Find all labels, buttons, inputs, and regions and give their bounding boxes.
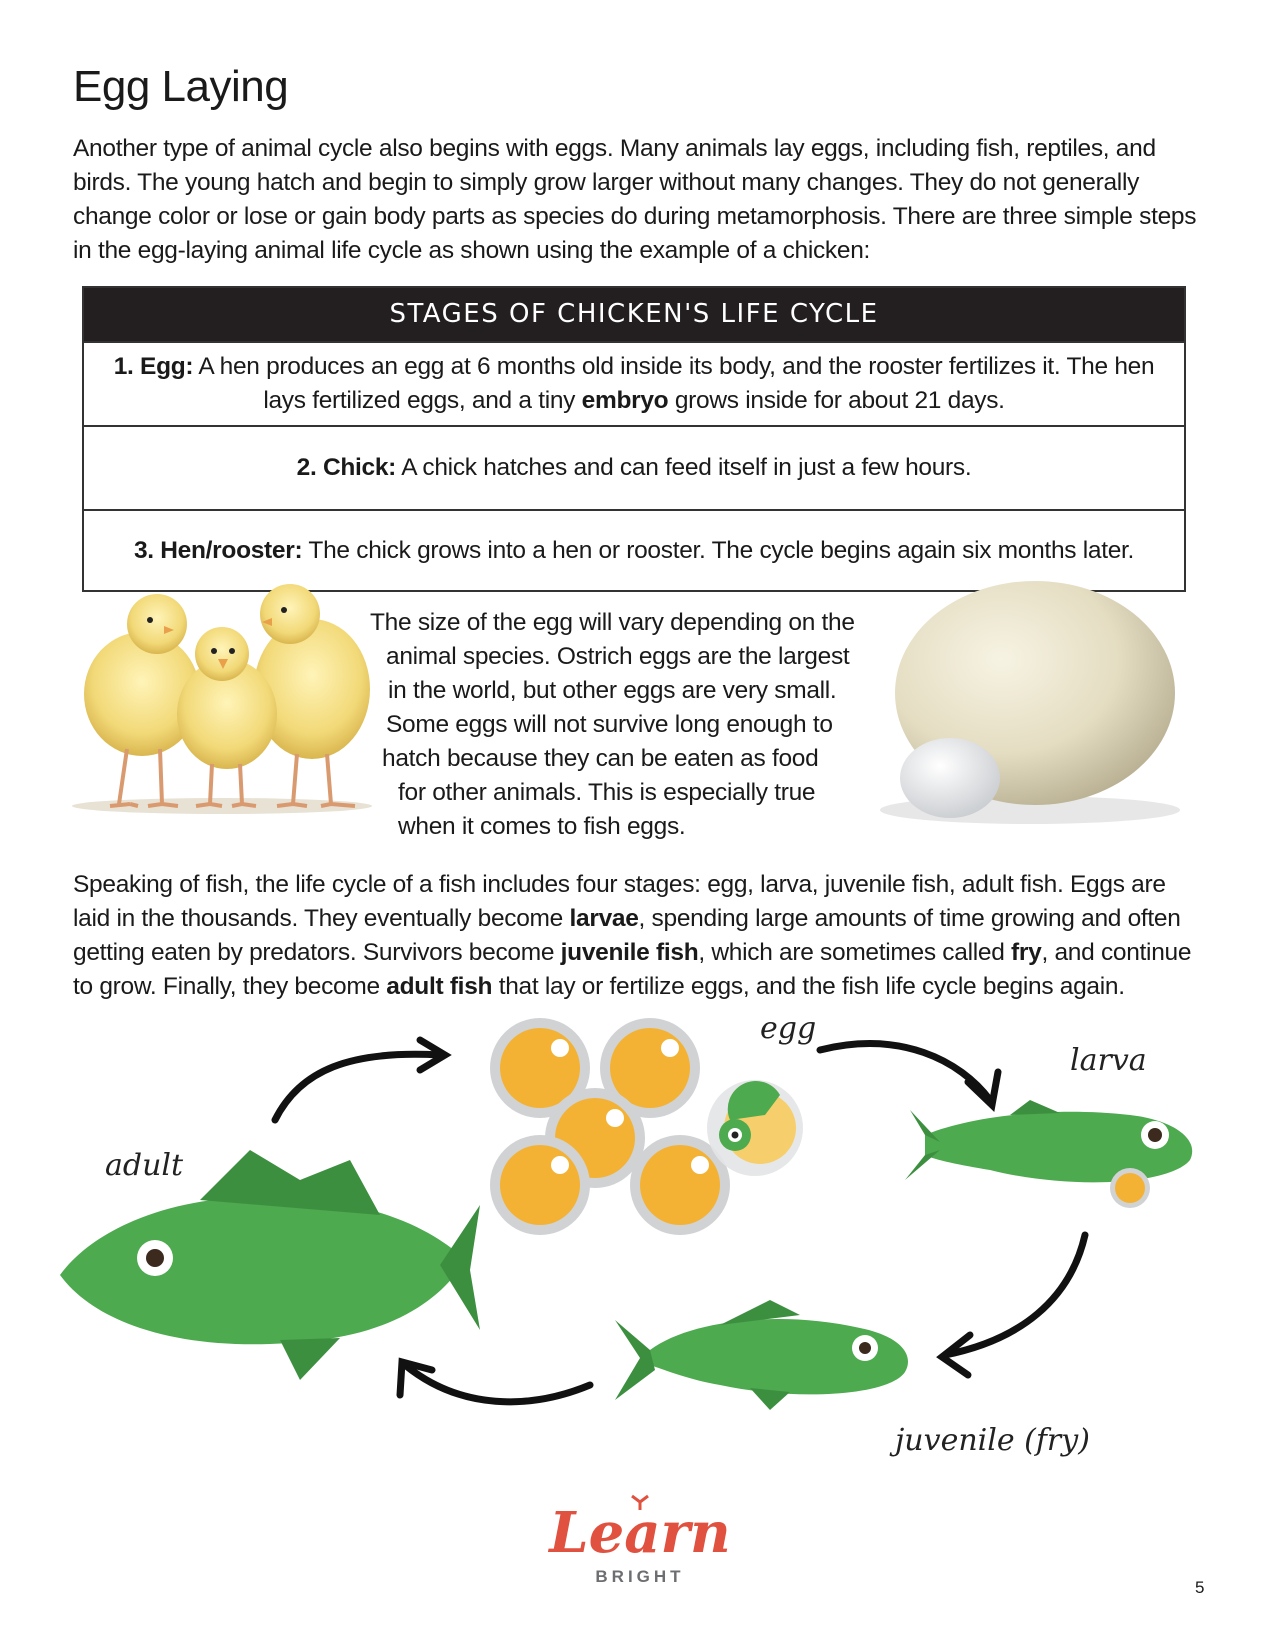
stage-row-egg-text [108, 350, 1160, 418]
stages-table [82, 286, 1186, 592]
adult-label: adult [105, 1148, 184, 1183]
page-number: 5 [1195, 1578, 1205, 1597]
stage-text: grows inside for about 21 days. [674, 387, 1005, 414]
logo-sub: BRIGHT [595, 1567, 685, 1586]
fish-bold-term: adult fish [386, 973, 493, 1000]
egg-size-line: in the world, but other eggs are very small. [388, 677, 837, 704]
fish-bold-term: larvae [569, 905, 639, 932]
egg-size-line: animal species. Ostrich eggs are the largest [386, 643, 850, 670]
stage-row-hen-text [134, 534, 1134, 568]
stage-label: 1. Egg: [113, 353, 194, 380]
stages-table-title: STAGES OF CHICKEN'S LIFE CYCLE [84, 288, 1184, 341]
learn-bright-logo [520, 1490, 760, 1600]
juvenile-fish-icon [615, 1300, 908, 1410]
stage-bold-term: embryo [581, 387, 669, 414]
fish-text: , spending large amounts of time growing and often getting eaten by predators. Survivors become [73, 905, 1181, 966]
adult-fish-icon [60, 1150, 480, 1380]
stage-text: The chick grows into a hen or rooster. The cycle begins again six months later. [308, 536, 1135, 564]
fish-text: that lay or fertilize eggs, and the fish life cycle begins again. [498, 973, 1125, 1000]
egg-size-line: for other animals. This is especially true [398, 779, 816, 806]
fish-text: , and continue to grow. Finally, they become [73, 939, 1192, 1000]
fish-bold-term: fry [1011, 939, 1042, 966]
fish-bold-term: juvenile fish [560, 939, 699, 966]
stage-text: A hen produces an egg at 6 months old inside its body, and the rooster fertilizes it. The hen lays fertilized eggs, and a tiny [198, 353, 1155, 414]
egg-size-line: hatch because they can be eaten as food [382, 745, 819, 772]
fish-text: , which are sometimes called [698, 939, 1005, 966]
stage-label: 2. Chick: [296, 454, 397, 481]
stage-row-chick-text [297, 451, 972, 485]
fish-paragraph [73, 868, 1203, 1004]
egg-size-line: Some eggs will not survive long enough to [386, 711, 833, 738]
egg-label: egg [760, 1011, 817, 1046]
stage-label: 3. Hen/rooster: [133, 536, 303, 564]
logo-word: Learn [549, 1500, 731, 1566]
stage-row-egg [84, 341, 1184, 425]
egg-cluster-icon [490, 1018, 803, 1235]
fish-life-cycle-diagram [0, 1010, 1275, 1480]
stage-row-chick [84, 425, 1184, 509]
intro-paragraph: Another type of animal cycle also begins with eggs. Many animals lay eggs, including fish, reptiles, and birds. The young hatch and begin to simply grow larger without many changes. They do not generally change color or lose or gain body parts as species do during metamorphosis. There are three simple steps in the egg-laying animal life cycle as shown using the example of a chicken: [73, 135, 1197, 264]
juvenile-label: juvenile (fry) [895, 1423, 1090, 1458]
egg-size-line: when it comes to fish eggs. [398, 813, 686, 840]
chicks-image [72, 584, 378, 816]
larva-fish-icon [905, 1100, 1192, 1208]
larva-label: larva [1070, 1043, 1147, 1078]
egg-size-line: The size of the egg will vary depending on the [370, 609, 855, 636]
stage-text: A chick hatches and can feed itself in just a few hours. [401, 454, 972, 481]
page-title: Egg Laying [73, 62, 289, 111]
ostrich-egg-image [870, 578, 1190, 838]
egg-size-paragraph [370, 606, 890, 844]
fish-text: Speaking of fish, the life cycle of a fish includes four stages: egg, larva, juvenile fish, adult fish. Eggs are laid in the thousands. They eventually become [73, 871, 1166, 932]
